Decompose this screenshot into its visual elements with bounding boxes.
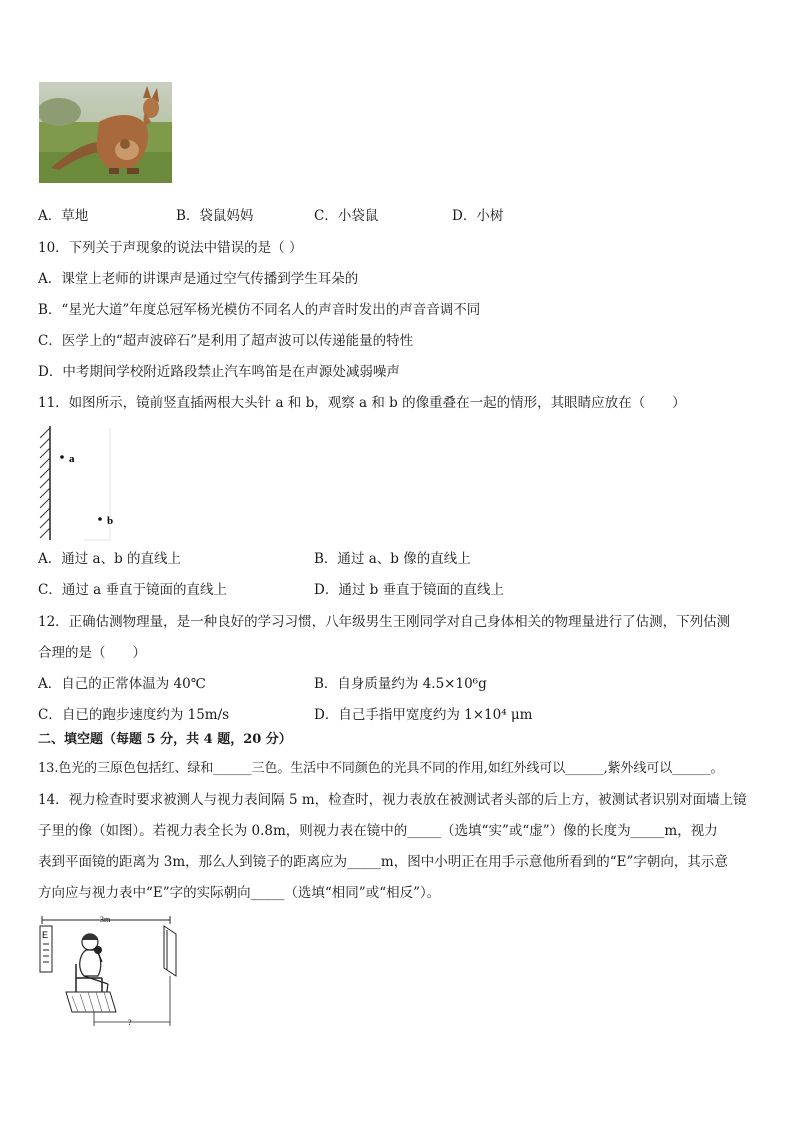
q12-stem-line1: 12．正确估测物理量，是一种良好的学习习惯，八年级男生王刚同学对自己身体相关的物理量进行了估测，下列估测 — [38, 614, 731, 630]
q11-option-c: C．通过 a 垂直于镜面的直线上 — [38, 582, 227, 598]
pin-a-label: a — [69, 453, 75, 465]
label-E: E — [42, 930, 49, 940]
q11-stem: 11．如图所示，镜前竖直插两根大头针 a 和 b，观察 a 和 b 的像重叠在一起的情形，其眼睛应放在（ ） — [38, 395, 686, 411]
q9-option-d: D．小树 — [452, 208, 504, 224]
eye-test-figure — [36, 912, 186, 1034]
q12-option-a: A．自己的正常体温为 40℃ — [38, 676, 206, 692]
pin-b-dot — [98, 517, 102, 521]
q10-stem: 10．下列关于声现象的说法中错误的是（ ） — [38, 240, 303, 256]
q9-option-b: B．袋鼠妈妈 — [176, 208, 254, 224]
q10-option-d: D．中考期间学校附近路段禁止汽车鸣笛是在声源处减弱噪声 — [38, 364, 400, 380]
q10-option-a: A．课堂上老师的讲课声是通过空气传播到学生耳朵的 — [38, 271, 359, 287]
pin-b-label: b — [107, 515, 114, 527]
q11-option-d: D．通过 b 垂直于镜面的直线上 — [314, 582, 505, 598]
mirror-pins-figure — [38, 424, 158, 544]
q12-option-b: B．自身质量约为 4.5×10⁶g — [314, 676, 487, 692]
q14-line1: 14．视力检查时要求被测人与视力表间隔 5 m，检查时，视力表放在被测试者头部的后上方，被测试者识别对面墙上镜 — [38, 792, 747, 808]
q14-line3: 表到平面镜的距离为 3m，那么人到镜子的距离应为_____m，图中小明正在用手示意他所看到的“E”字朝向，其示意 — [38, 854, 728, 870]
pin-a-dot — [60, 455, 64, 459]
q12-option-c: C．自已的跑步速度约为 15m/s — [38, 707, 230, 723]
label-question: ? — [128, 1018, 132, 1027]
q10-option-c: C．医学上的“超声波碎石”是利用了超声波可以传递能量的特性 — [38, 333, 414, 349]
q12-option-d: D．自己手指甲宽度约为 1×10⁴ μm — [314, 707, 533, 723]
q12-stem-line2: 合理的是（ ） — [38, 645, 146, 661]
kangaroo-photo — [39, 82, 172, 183]
q11-option-a: A．通过 a、b 的直线上 — [38, 551, 182, 567]
q14-line4: 方向应与视力表中“E”字的实际朝向_____（选填“相同”或“相反”）。 — [38, 885, 441, 901]
q10-option-b: B．“星光大道”年度总冠军杨光模仿不同名人的声音时发出的声音音调不同 — [38, 302, 481, 318]
q14-line2: 子里的像（如图）。若视力表全长为 0.8m，则视力表在镜中的_____（选填“实”或“虚”）像的长度为_____m，视力 — [38, 823, 718, 839]
q13-text: 13.色光的三原色包括红、绿和______三色。生活中不同颜色的光具不同的作用,如红外线可以______,紫外线可以______。 — [38, 761, 724, 776]
section-title: 二、填空题（每题 5 分，共 4 题，20 分） — [38, 732, 292, 747]
q11-option-b: B．通过 a、b 像的直线上 — [314, 551, 471, 567]
mirror — [164, 926, 176, 976]
label-3m: 3m — [100, 915, 111, 924]
q9-option-c: C．小袋鼠 — [314, 208, 379, 224]
q9-option-a: A．草地 — [38, 208, 89, 224]
